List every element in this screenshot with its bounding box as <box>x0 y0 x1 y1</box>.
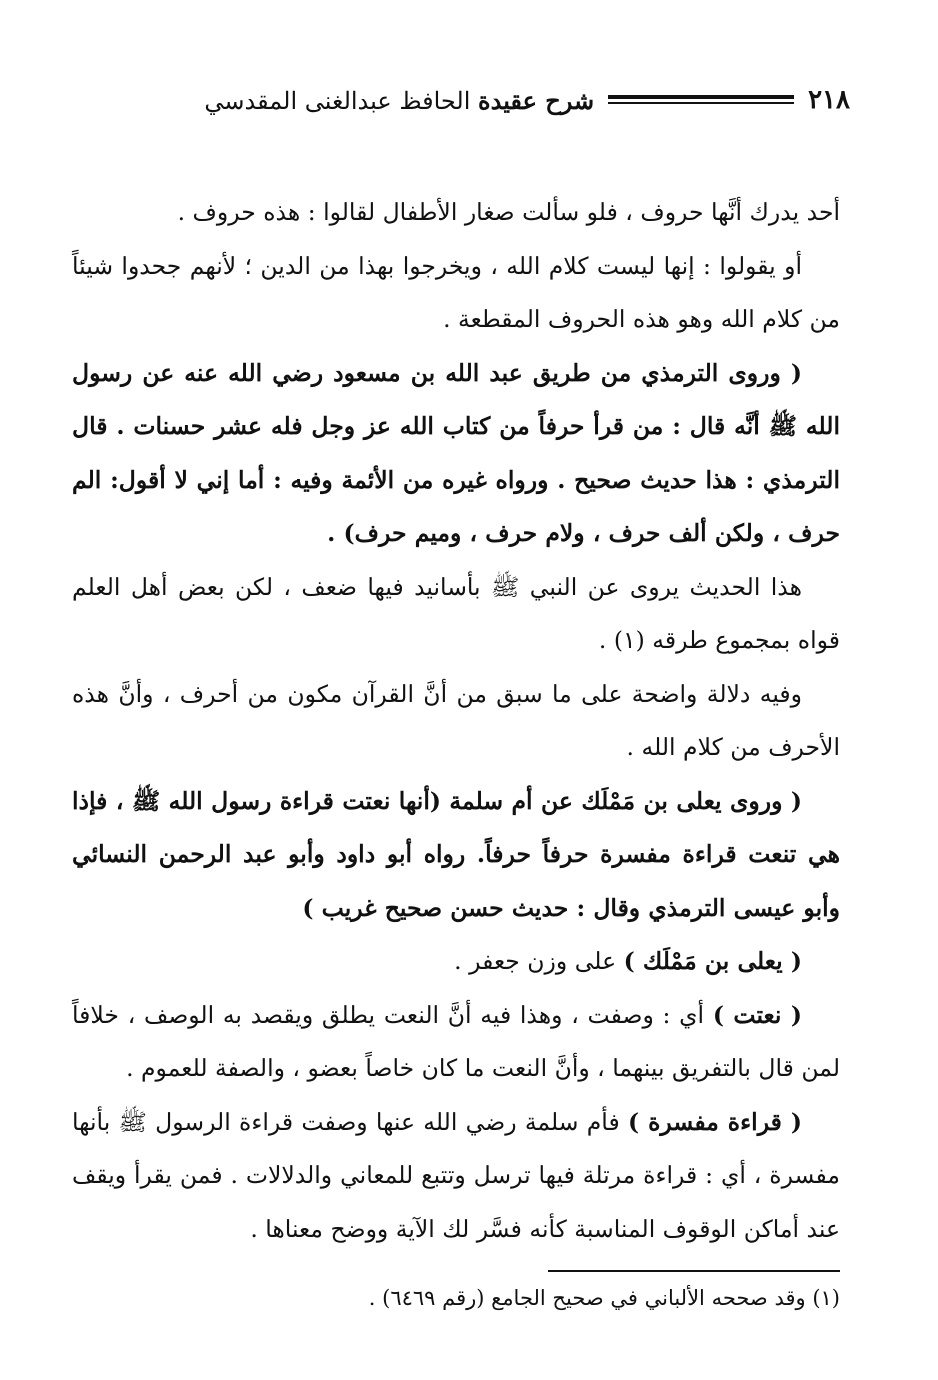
text-line: مفسرة ، أي : قراءة مرتلة فيها ترسل وتتبع للمعاني والدلالات . فمن يقرأ <box>134 1161 840 1189</box>
paragraph-letters <box>72 668 840 775</box>
footnote: (١) وقد صححه الألباني في صحيح الجامع (رقم ٦٤٦٩) . <box>368 1286 840 1310</box>
text-line: أقول: الم حرف ، ولكن ألف حرف ، ولام حرف ، وميم حرف) . <box>72 465 840 547</box>
page-number: ٢١٨ <box>808 85 850 115</box>
text-line: فأم سلمة رضي الله عنها وصفت قراءة الرسول ﷺ بأنها <box>72 1107 620 1136</box>
paragraph-1 <box>72 186 840 240</box>
footnote-rule <box>548 1270 840 1272</box>
text-line: أحد يدرك أنَّها حروف ، فلو سألت صغار الأطفال لقالوا : هذه حروف . <box>177 198 840 226</box>
text-line: الله ﷺ أنَّه قال : من قرأ حرفاً من كتاب الله عز وجل فله عشر حسنات . قال <box>72 412 840 440</box>
text-line: ( وروى الترمذي من طريق عبد الله بن مسعود رضي الله عنه عن رسول <box>72 358 802 387</box>
hadith-ibn-masud <box>72 347 840 561</box>
text-line: الأحرف من كلام الله . <box>626 733 840 761</box>
running-title <box>204 86 594 115</box>
text-line: وفيه دلالة واضحة على ما سبق من أنَّ القرآن مكون من أحرف ، وأنَّ هذه <box>72 679 802 708</box>
text-line: أي : وصفت ، وهذا فيه أنَّ النعت يطلق ويقصد به الوصف ، <box>127 1000 705 1029</box>
text-line: فإذا هي تنعت قراءة مفسرة حرفاً حرفاً. رواه أبو داود وأبو عبد الرحمن <box>72 786 840 868</box>
running-title-rest: الحافظ عبدالغنى المقدسي <box>204 86 471 115</box>
header-rule <box>608 95 794 105</box>
gloss-term: ( قراءة مفسرة ) <box>627 1107 802 1136</box>
text-line: النسائي وأبو عيسى الترمذي وقال : حديث حسن صحيح غريب ) <box>72 840 840 922</box>
running-title-bold: شرح عقيدة <box>478 85 595 115</box>
gloss-term: ( نعتت ) <box>712 1000 802 1029</box>
text-line: أو يقولوا : إنها ليست كلام الله ، ويخرجوا بهذا من الدين ؛ لأنهم <box>189 251 802 280</box>
text-line: جحدوا شيئاً من كلام الله وهو هذه الحروف المقطعة . <box>72 251 840 333</box>
gloss-naatat <box>72 989 840 1096</box>
paragraph-hadith-grading <box>72 561 840 668</box>
hadith-umm-salama <box>72 775 840 936</box>
text-line: هذا الحديث يروى عن النبي ﷺ بأسانيد فيها ضعف ، لكن بعض أهل <box>130 572 802 601</box>
text-line: العلم قواه بمجموع طرقه (١) . <box>72 572 840 654</box>
text-line: ( وروى يعلى بن مَمْلَك عن أم سلمة (أنها نعتت قراءة رسول الله ﷺ ، <box>115 786 802 815</box>
text-line: للعموم . <box>126 1054 208 1082</box>
text-line: على وزن جعفر . <box>454 947 617 975</box>
gloss-term: ( يعلى بن مَمْلَك ) <box>623 947 802 975</box>
text-line: الترمذي : هذا حديث صحيح . ورواه غيره من الأئمة وفيه : أما إني لا <box>174 465 840 494</box>
paragraph-2 <box>72 240 840 347</box>
gloss-yala <box>72 935 840 989</box>
text-line: خلافاً لمن قال بالتفريق بينهما ، وأنَّ النعت ما كان خاصاً بعضو ، والصفة <box>72 1000 840 1082</box>
page-header <box>30 78 850 122</box>
page-body <box>72 186 840 1256</box>
text-line: ويقف عند أماكن الوقوف المناسبة كأنه فسَّر لك الآية ووضح معناها . <box>72 1161 840 1243</box>
gloss-qiraa-mufassara <box>72 1096 840 1257</box>
